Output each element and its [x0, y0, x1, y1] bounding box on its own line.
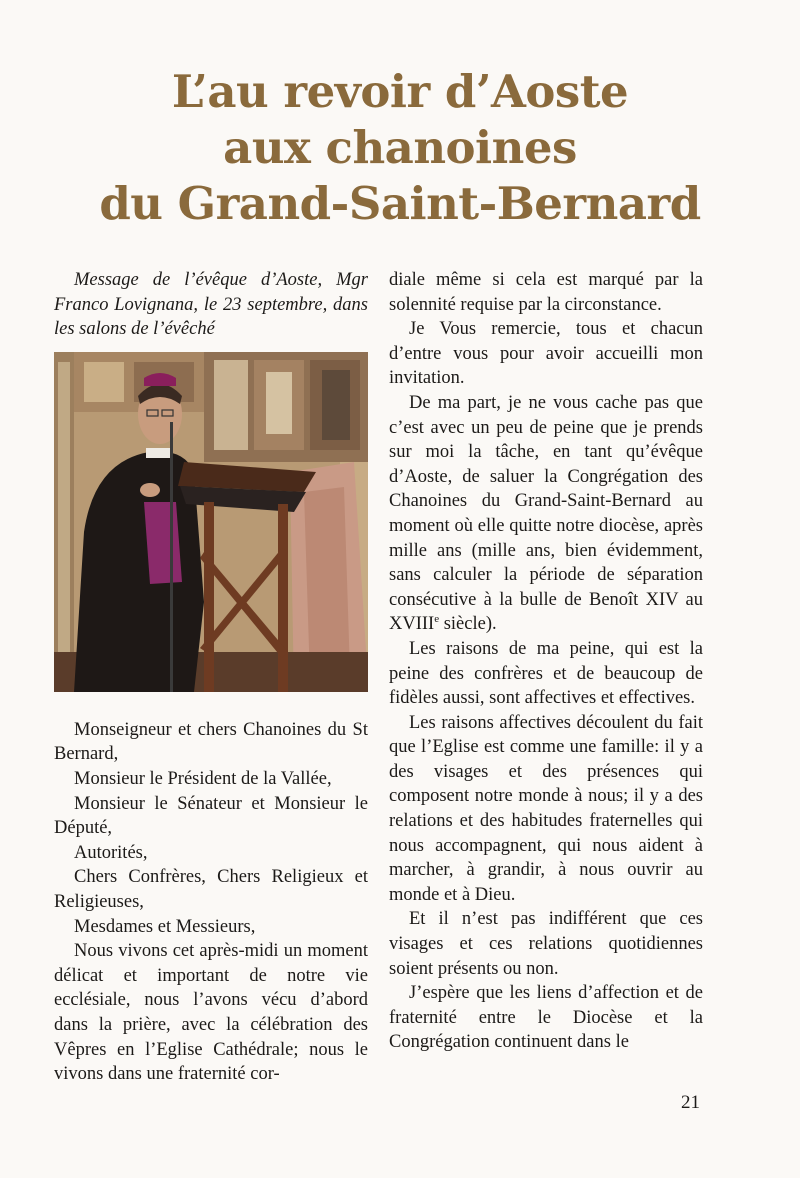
page-number: 21	[681, 1092, 700, 1113]
greeting-6: Mesdames et Messieurs,	[74, 916, 256, 937]
title-line-3: du Grand-Saint-Bernard	[99, 177, 701, 230]
right-column	[389, 268, 703, 1055]
body-paragraph-1: Nous vivons cet après-midi un moment délicat et important de notre vie ecclésiale, nous l’avons vécu d’abord dans la prière, avec la célébration des Vêpres en l’Eglise Cathédrale; nous le vivons dans une fraternité cor-	[54, 941, 368, 1085]
greeting-3: Monsieur le Sénateur et Monsieur le Député,	[54, 793, 368, 839]
body-paragraph-5: Les raisons affectives découlent du fait que l’Eglise est comme une famille: il y a des visages et des présences qui composent notre monde à nous; il y a des relations et des habitudes fraternelles qui nous accompagnent, qui nous aident à marcher, à grandir, à nous ouvrir au monde et à Dieu.	[389, 712, 703, 905]
body-paragraph-3-text: De ma part, je ne vous cache pas que c’est avec un peu de peine que je prends sur moi la tâche, en tant qu’évêque d’Aoste, de saluer la Congrégation des Chanoines du Grand-Saint-Bernard au moment où elle quitte notre diocèse, après mille ans (mille ans, bien évidemment, sans calculer la période de séparation consécutive à la bulle de Benoît XIV au XVIII	[389, 392, 703, 635]
body-paragraph-7: J’espère que les liens d’affection et de fraternité entre le Diocèse et la Congrégation continuent dans le	[389, 983, 703, 1053]
article-subtitle: Message de l’évêque d’Aoste, Mgr Franco Lovignana, le 23 septembre, dans les salons de l’évêché	[54, 270, 368, 340]
greeting-2: Monsieur le Président de la Vallée,	[74, 768, 332, 789]
body-paragraph-continued: diale même si cela est marqué par la solennité requise par la circonstance.	[389, 270, 703, 315]
body-paragraph-2: Je Vous remercie, tous et chacun d’entre vous pour avoir accueilli mon invitation.	[389, 319, 703, 389]
title-line-2: aux chanoines	[223, 121, 577, 174]
body-paragraph-3-end: siècle).	[439, 614, 497, 635]
body-paragraph-6: Et il n’est pas indifférent que ces visages et ces relations quotidiennes soient présents ou non.	[389, 909, 703, 979]
article-title	[40, 64, 760, 232]
body-paragraph-4: Les raisons de ma peine, qui est la peine des confrères et de beaucoup de fidèles aussi, sont affectives et effectives.	[389, 638, 703, 709]
greeting-4: Autorités,	[74, 842, 148, 863]
greeting-5: Chers Confrères, Chers Religieux et Religieuses,	[54, 867, 368, 912]
greeting-1: Monseigneur et chers Chanoines du St Bernard,	[54, 719, 368, 765]
photo-bishop-at-lectern	[54, 352, 368, 692]
body-paragraph-3	[389, 391, 703, 637]
left-column	[54, 268, 368, 1087]
title-line-1: L’au revoir d’Aoste	[171, 65, 629, 118]
superscript-e: e	[434, 613, 440, 626]
